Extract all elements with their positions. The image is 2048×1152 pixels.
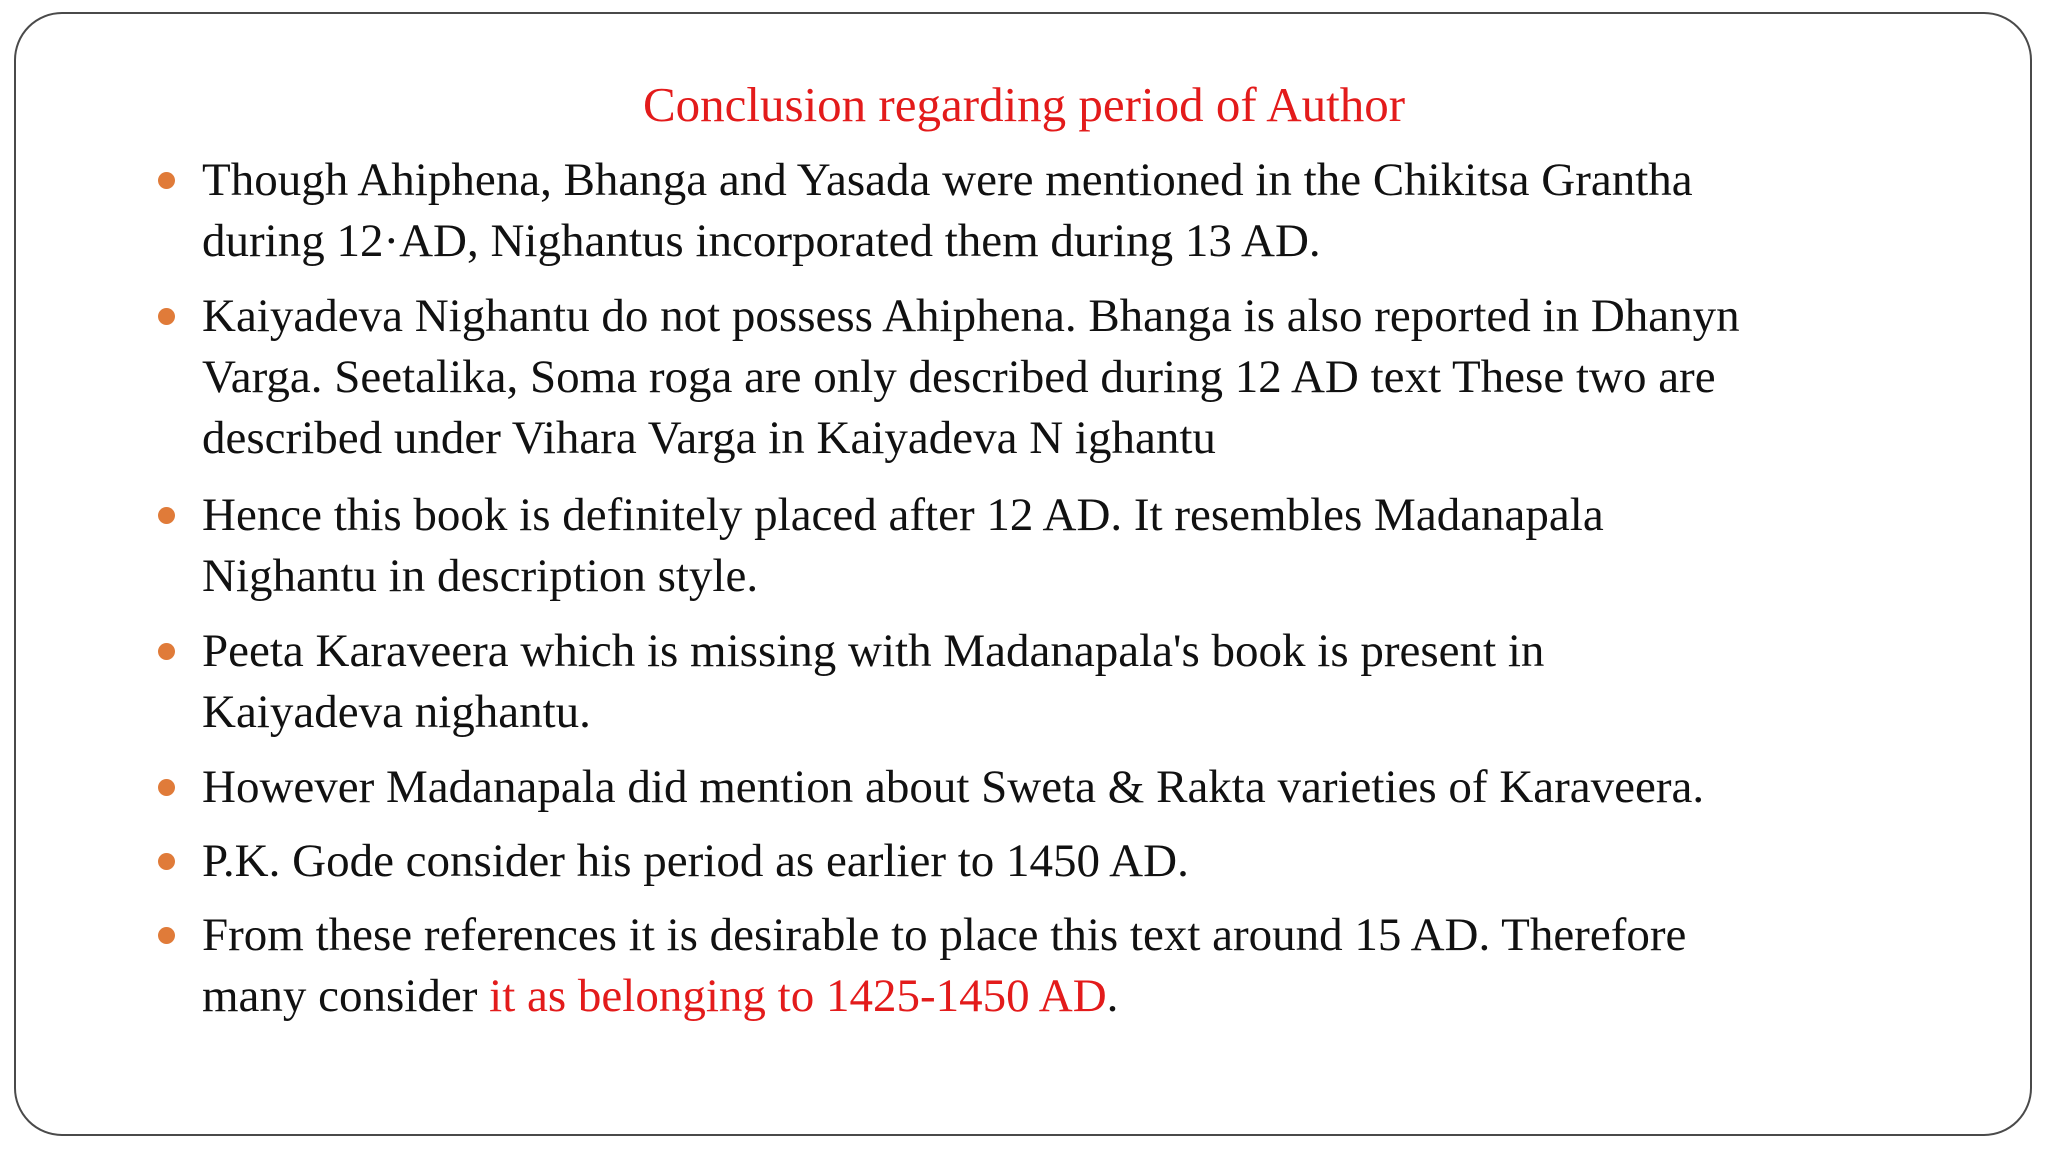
bullet-dot-icon (158, 507, 175, 524)
bullet-line: Varga. Seetalika, Soma roga are only described during 12 AD text These two are (202, 351, 1716, 403)
bullet-line-mixed (202, 966, 1982, 1027)
bullet-dot-icon (158, 308, 175, 325)
bullet-item (202, 905, 1982, 1027)
highlighted-date-range: it as belonging to 1425-1450 AD (489, 970, 1107, 1022)
bullet-line: Peeta Karaveera which is missing with Madanapala's book is present in (202, 625, 1545, 677)
bullet-item (202, 757, 1982, 818)
bullet-item (202, 150, 1982, 272)
bullet-item (202, 621, 1982, 743)
bullet-line: From these references it is desirable to place this text around 15 AD. Therefore (202, 909, 1687, 961)
bullet-line: Kaiyadeva nighantu. (202, 686, 591, 738)
slide-title: Conclusion regarding period of Author (642, 77, 1406, 132)
bullet-dot-icon (158, 779, 175, 796)
bullet-line: described under Vihara Varga in Kaiyadeva N ighantu (202, 412, 1216, 464)
text-segment: many consider (202, 970, 490, 1022)
bullet-item (202, 485, 1982, 607)
bullet-dot-icon (158, 853, 175, 870)
bullet-dot-icon (158, 927, 175, 944)
bullet-line: Though Ahiphena, Bhanga and Yasada were mentioned in the Chikitsa Grantha (202, 154, 1693, 206)
bullet-line: Nighantu in description style. (202, 550, 759, 602)
text-segment: . (1106, 970, 1119, 1022)
bullet-item (202, 286, 1982, 469)
bullet-dot-icon (158, 643, 175, 660)
bullet-line: Kaiyadeva Nighantu do not possess Ahiphena. Bhanga is also reported in Dhanyn (202, 290, 1740, 342)
bullet-item (202, 831, 1982, 892)
bullet-line: P.K. Gode consider his period as earlier to 1450 AD. (202, 835, 1189, 887)
bullet-line: Hence this book is definitely placed after 12 AD. It resembles Madanapala (202, 489, 1604, 541)
bullet-dot-icon (158, 172, 175, 189)
bullet-line: However Madanapala did mention about Sweta & Rakta varieties of Karaveera. (202, 761, 1705, 813)
bullet-line: during 12·AD, Nighantus incorporated them during 13 AD. (202, 215, 1321, 267)
